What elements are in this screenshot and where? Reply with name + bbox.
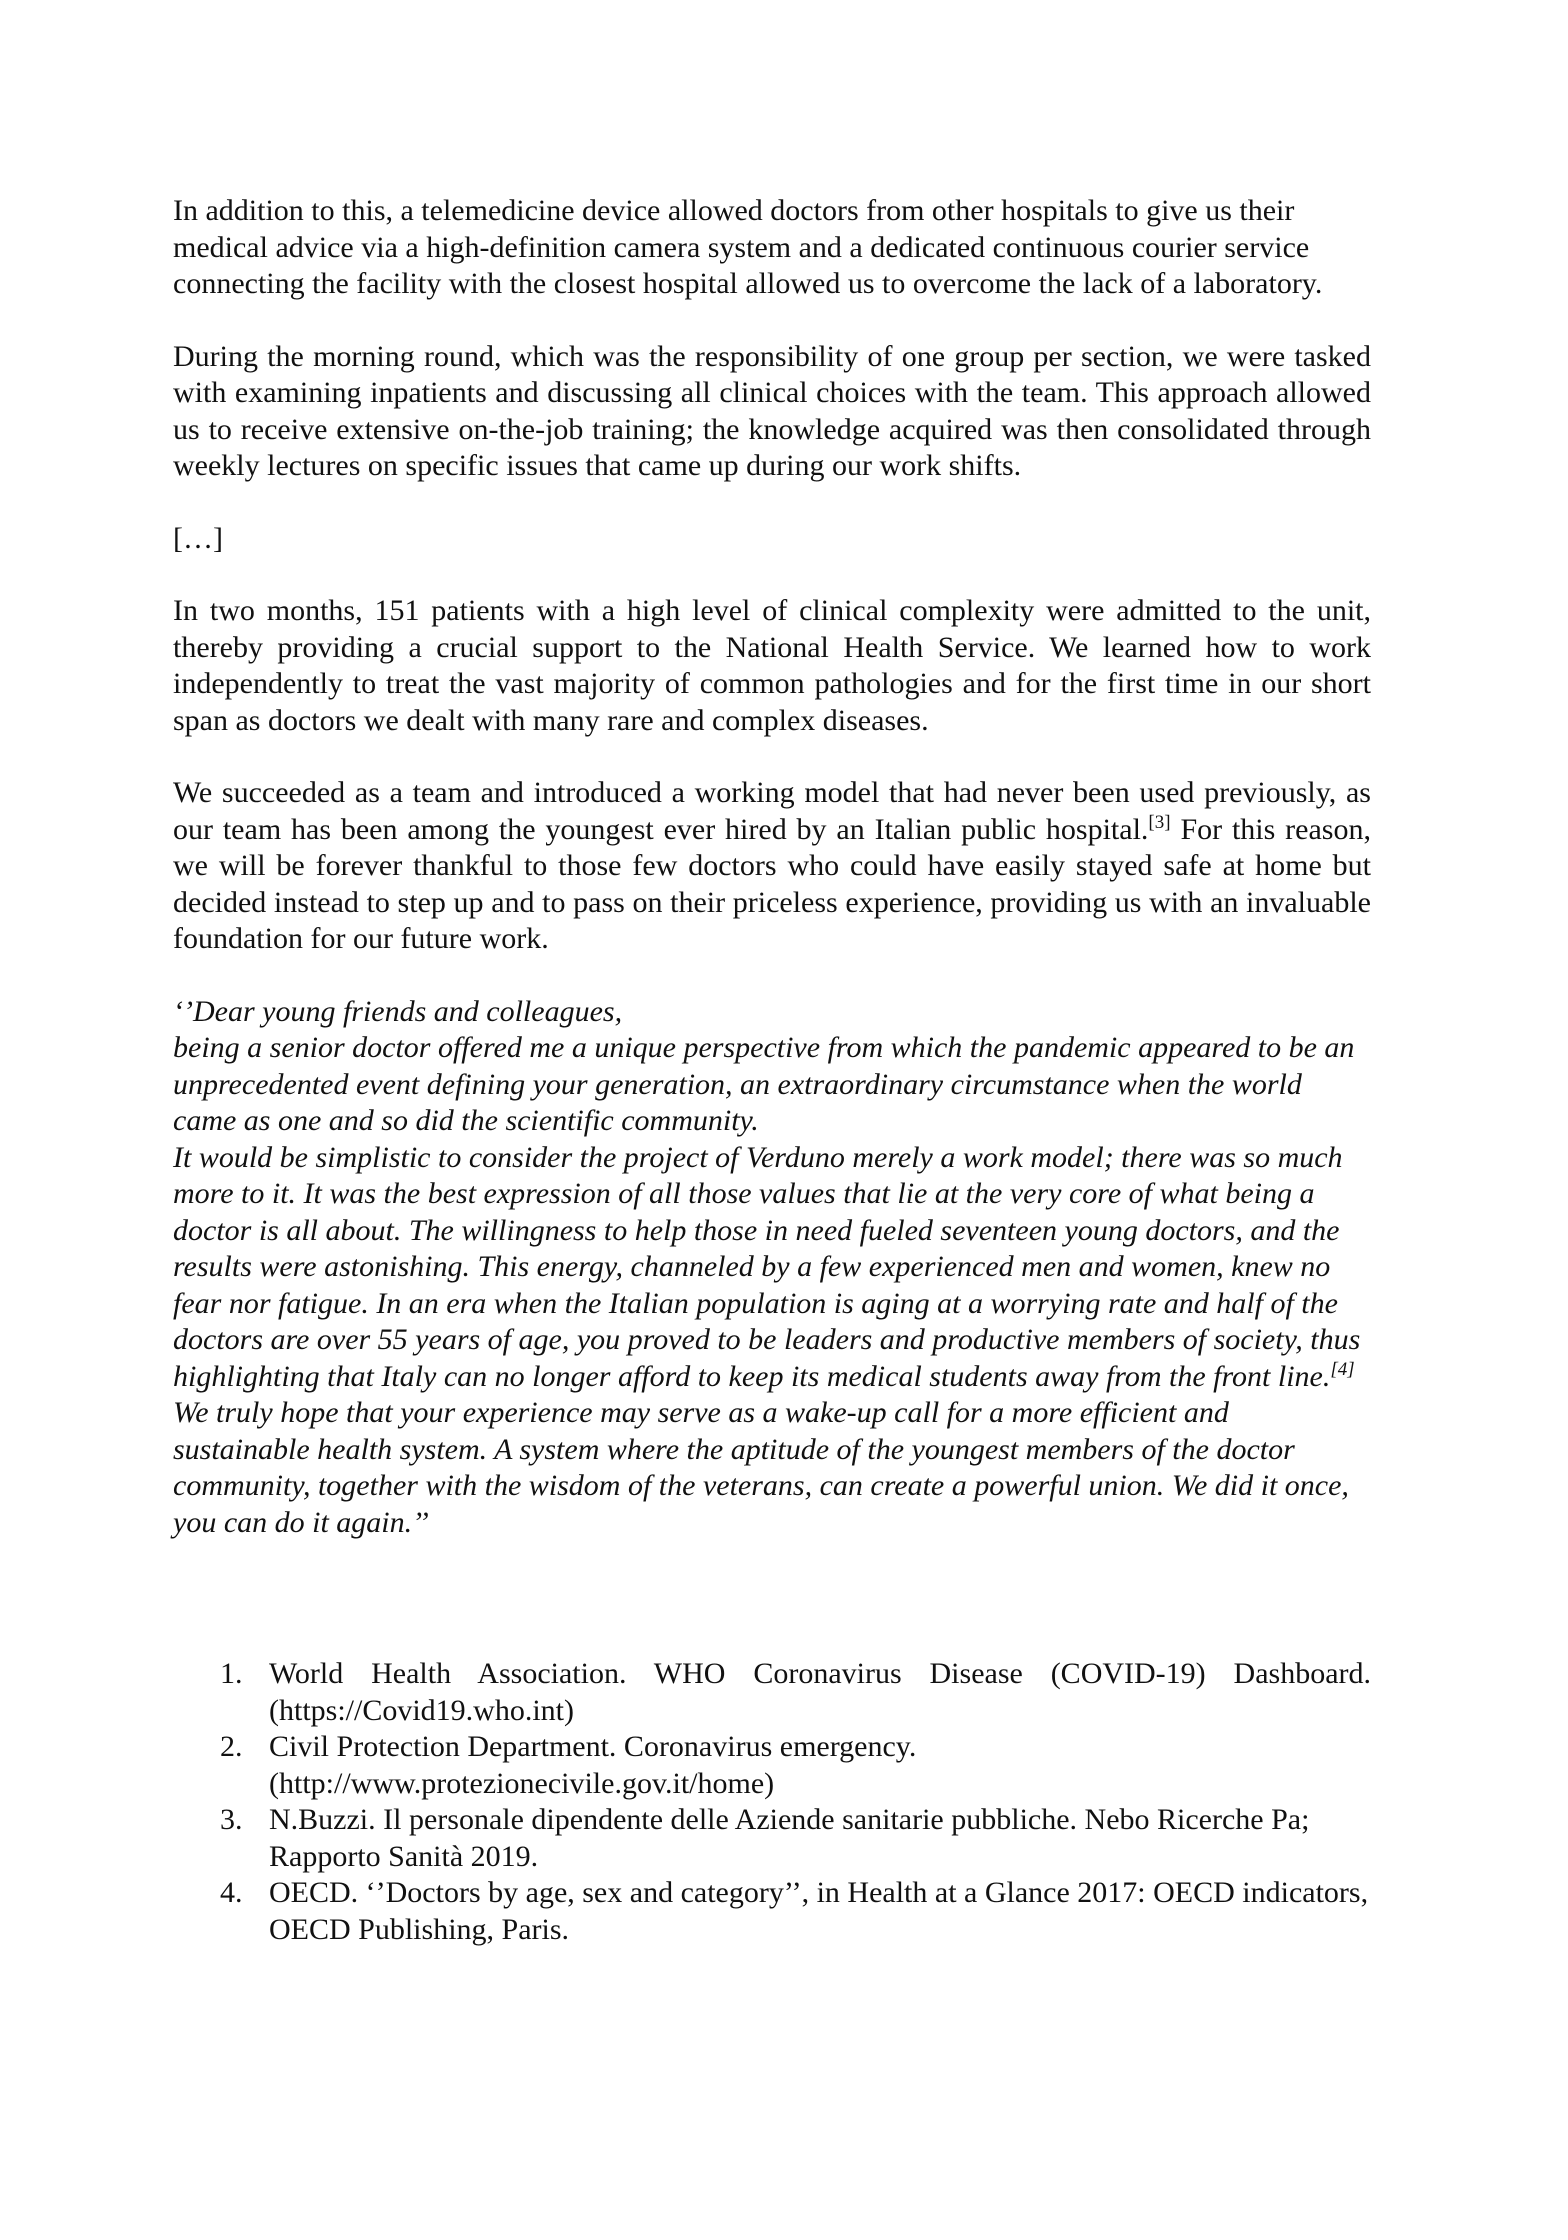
reference-text: Civil Protection Department. Coronavirus emergency. (http://www.protezionecivile.gov.it/home) [269, 1730, 917, 1800]
reference-number: 2. [220, 1730, 243, 1763]
paragraph-team-success [173, 775, 1371, 958]
reference-item [173, 1729, 1371, 1802]
paragraph-telemedicine: In addition to this, a telemedicine device allowed doctors from other hospitals to give us their medical advice via a high-definition camera system and a dedicated continuous courier service connecting the facility with the closest hospital allowed us to overcome the lack of a laboratory. [173, 194, 1323, 300]
paragraph-patients-admitted: In two months, 151 patients with a high level of clinical complexity were admitted to the unit, thereby providing a crucial support to the National Health Service. We learned how to work independently to treat the vast majority of common pathologies and for the first time in our short span as doctors we dealt with many rare and complex diseases. [173, 594, 1371, 737]
citation-3: [3] [1148, 811, 1171, 833]
reference-list [173, 1656, 1371, 1948]
reference-item [173, 1802, 1371, 1875]
paragraph-morning-round: During the morning round, which was the responsibility of one group per section, we were tasked with examining inpatients and discussing all clinical choices with the team. This approach allowed us to receive extensive on-the-job training; the knowledge acquired was then consolidated through weekly lectures on specific issues that came up during our work shifts. [173, 339, 1371, 482]
letter-greeting: ‘’Dear young friends and colleagues, [173, 994, 623, 1028]
reference-item [173, 1656, 1371, 1729]
reference-number: 1. [220, 1657, 243, 1690]
reference-number: 3. [220, 1803, 243, 1836]
letter-paragraph-1: being a senior doctor offered me a unique perspective from which the pandemic appeared to be an unprecedented event defining your generation, an extraordinary circumstance when the world came as one and so did the scientific community. [173, 1031, 1355, 1137]
paragraph-team-success-text-1: We succeeded as a team and introduced a working model that had never been used previously, as our team has been among the youngest ever hired by an Italian public hospital. [173, 776, 1371, 846]
letter-paragraph-2 [173, 1140, 1371, 1542]
paragraph-team-success-text-2: For this reason, we will be forever thankful to those few doctors who could have easily stayed safe at home but decided instead to step up and to pass on their priceless experience, providing us with an invaluable foundation for our future work. [173, 812, 1371, 955]
reference-text: World Health Association. WHO Coronavirus Disease (COVID-19) Dashboard. (https://Covid19.who.int) [269, 1657, 1371, 1727]
citation-4: [4] [1330, 1358, 1355, 1380]
reference-item [173, 1875, 1371, 1948]
reference-number: 4. [220, 1876, 243, 1909]
letter-paragraph-2-text-1: It would be simplistic to consider the project of Verduno merely a work model; there was so much more to it. It was the best expression of all those values that lie at the very core of what being a doctor is all about. The willingness to help those in need fueled seventeen young doctors, and the results were astonishing. This energy, channeled by a few experienced men and women, knew no fear nor fatigue. In an era when the Italian population is aging at a worrying rate and half of the doctors are over 55 years of age, you proved to be leaders and productive members of society, thus highlighting that Italy can no longer afford to keep its medical students away from the front line. [173, 1140, 1361, 1393]
letter-paragraph-2-text-2: We truly hope that your experience may serve as a wake-up call for a more efficient and sustainable health system. A system where the aptitude of the youngest members of the doctor community, together with the wisdom of the veterans, can create a powerful union. We did it once, you can do it again.’’ [173, 1396, 1349, 1539]
senior-doctor-letter [173, 994, 1371, 1542]
omission-marker: […] [173, 521, 223, 555]
document-page [173, 193, 1371, 1948]
reference-text: N.Buzzi. Il personale dipendente delle Aziende sanitarie pubbliche. Nebo Ricerche Pa; Rapporto Sanità 2019. [269, 1803, 1310, 1873]
reference-text: OECD. ‘’Doctors by age, sex and category’’, in Health at a Glance 2017: OECD indicators, OECD Publishing, Paris. [269, 1876, 1369, 1946]
